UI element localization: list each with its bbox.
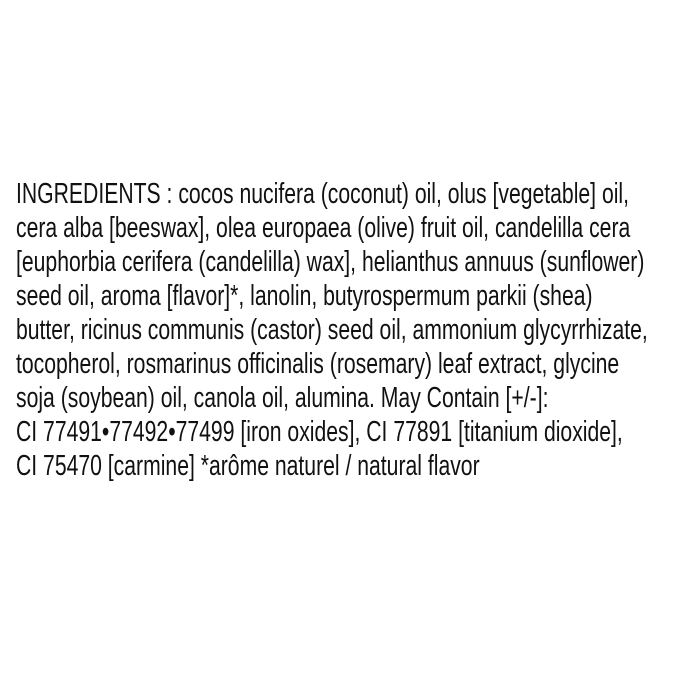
- ingredients-line: cera alba [beeswax], olea europaea (olive) fruit oil, candelilla cera: [16, 212, 631, 244]
- ingredients-line: CI 75470 [carmine] *arôme naturel / natural flavor: [16, 450, 480, 482]
- ingredients-line: seed oil, aroma [flavor]*, lanolin, butyrospermum parkii (shea): [16, 280, 593, 312]
- ingredients-line: INGREDIENTS : cocos nucifera (coconut) oil, olus [vegetable] oil,: [16, 178, 630, 210]
- ingredients-text-block: [16, 177, 658, 483]
- ingredients-line: butter, ricinus communis (castor) seed oil, ammonium glycyrrhizate,: [16, 314, 648, 346]
- ingredients-line: soja (soybean) oil, canola oil, alumina. May Contain [+/-]:: [16, 382, 549, 414]
- ingredients-line: tocopherol, rosmarinus officinalis (rosemary) leaf extract, glycine: [16, 348, 620, 380]
- ingredients-line: [euphorbia cerifera (candelilla) wax], helianthus annuus (sunflower): [16, 246, 645, 278]
- ingredients-line: CI 77491•77492•77499 [iron oxides], CI 77891 [titanium dioxide],: [16, 416, 623, 448]
